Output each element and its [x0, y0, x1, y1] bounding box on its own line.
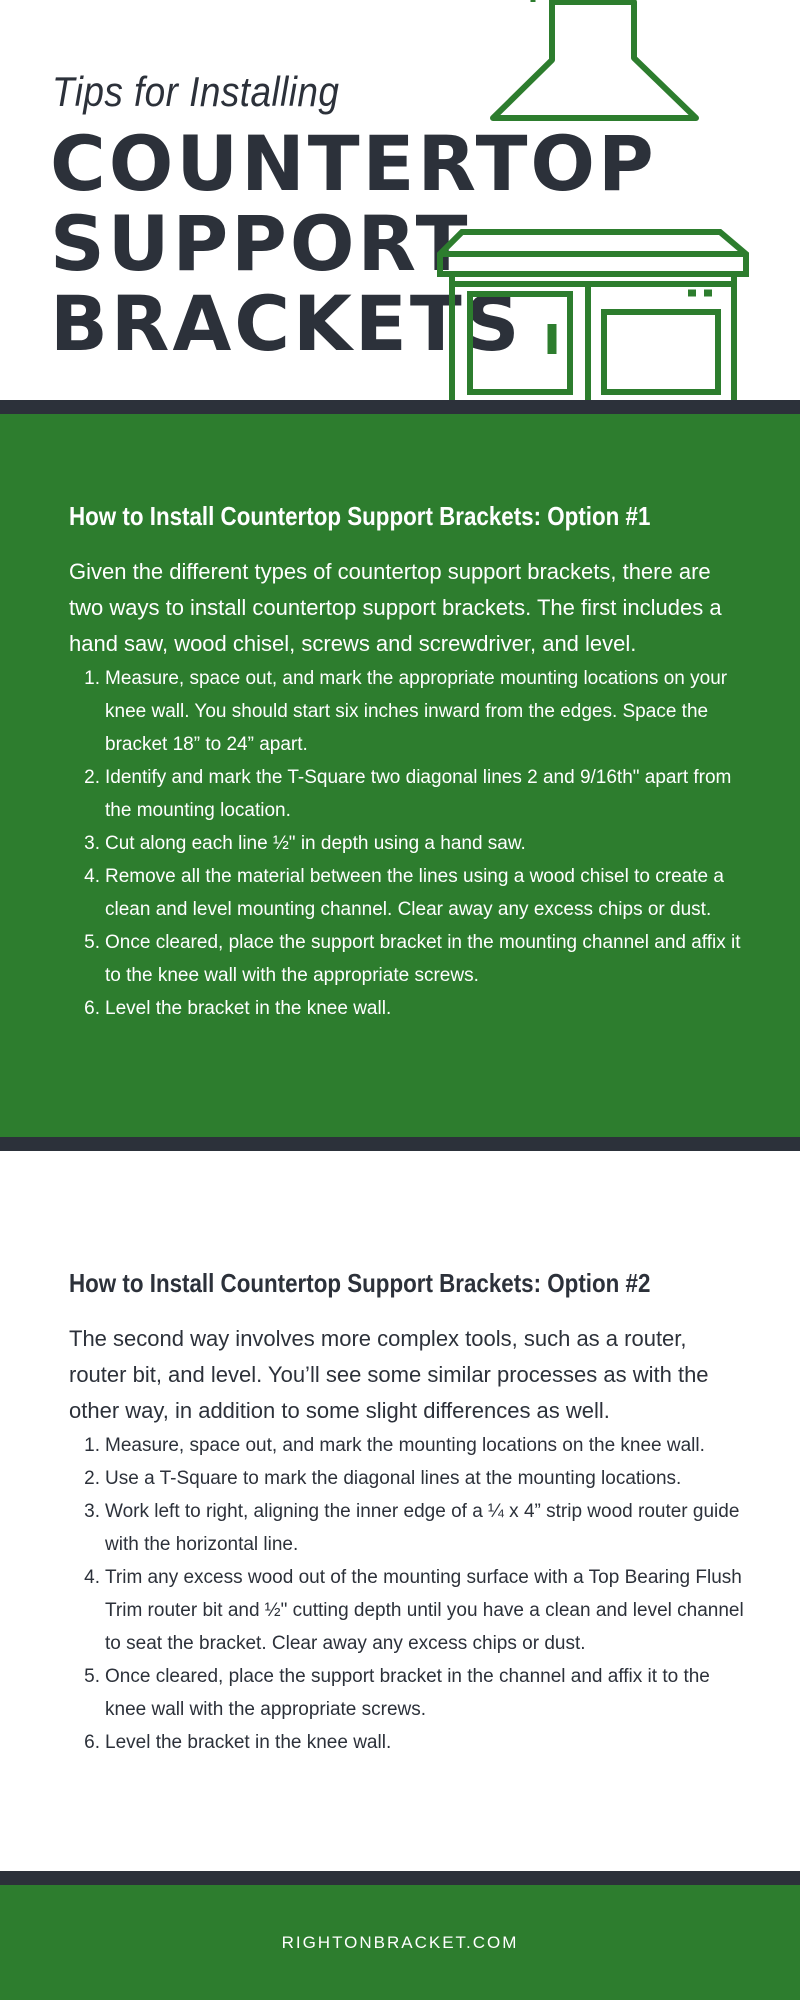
header-title-line-1: COUNTERTOP [50, 119, 657, 208]
list-item: 1. Measure, space out, and mark the mounting locations on the knee wall. [84, 1435, 705, 1456]
divider-top [0, 400, 800, 414]
divider-bottom [0, 1871, 800, 1885]
step-text: Work left to right, aligning the inner edge of a ¼ x 4” strip wood router guide with the horizontal line. [105, 1501, 740, 1555]
step-text: Identify and mark the T-Square two diagonal lines 2 and 9/16th" apart from the mounting location. [105, 767, 732, 821]
step-text: Level the bracket in the knee wall. [105, 1732, 392, 1753]
step-text: Level the bracket in the knee wall. [105, 998, 392, 1019]
option-2-section [0, 1151, 800, 1871]
step-text: Once cleared, place the support bracket in the channel and affix it to the knee wall with the appropriate screws. [105, 1666, 710, 1720]
option-1-steps-list [69, 662, 749, 1025]
option-2-intro: The second way involves more complex tools, such as a router, router bit, and level. You’ll see some similar processes as with the other way, in addition to some slight differences as well. [69, 1326, 709, 1423]
kitchen-cabinet-icon [434, 224, 754, 400]
step-text: Use a T-Square to mark the diagonal lines at the mounting locations. [105, 1468, 682, 1489]
step-text: Remove all the material between the lines using a wood chisel to create a clean and level mounting channel. Clear away any excess chips or dust. [105, 866, 724, 920]
step-text: Trim any excess wood out of the mounting surface with a Top Bearing Flush Trim router bit and ½" cutting depth until you have a clean and level channel to seat the bracket. Clear away any excess chips or dust. [105, 1567, 744, 1654]
list-item: 4. Trim any excess wood out of the mounting surface with a Top Bearing Flush Trim router bit and ½" cutting depth until you have a clean and level channel to seat the bracket. Clear away any excess chips or dust. [84, 1567, 744, 1654]
list-item: 4. Remove all the material between the lines using a wood chisel to create a clean and level mounting channel. Clear away any excess chips or dust. [84, 866, 724, 920]
header-title-line-2: SUPPORT [50, 199, 471, 288]
option-2-steps-list [69, 1429, 749, 1759]
step-text: Once cleared, place the support bracket in the mounting channel and affix it to the knee wall with the appropriate screws. [105, 932, 741, 986]
list-item: 3. Work left to right, aligning the inner edge of a ¼ x 4” strip wood router guide with the horizontal line. [84, 1501, 740, 1555]
header-title-line-3: BRACKETS [50, 279, 523, 368]
step-text: Cut along each line ½" in depth using a hand saw. [105, 833, 526, 854]
header-subtitle: Tips for Installing [52, 68, 340, 115]
list-item: 2. Use a T-Square to mark the diagonal lines at the mounting locations. [84, 1468, 682, 1489]
list-item: 6. Level the bracket in the knee wall. [84, 1732, 392, 1753]
header [0, 0, 800, 400]
divider-middle [0, 1137, 800, 1151]
step-text: Measure, space out, and mark the appropriate mounting locations on your knee wall. You should start six inches inward from the edges. Space the bracket 18” to 24” apart. [105, 668, 728, 755]
option-1-intro: Given the different types of countertop support brackets, there are two ways to install countertop support brackets. The first includes a hand saw, wood chisel, screws and screwdriver, and level. [69, 559, 722, 656]
footer [0, 1885, 800, 2000]
list-item: 1. Measure, space out, and mark the appropriate mounting locations on your knee wall. You should start six inches inward from the edges. Space the bracket 18” to 24” apart. [84, 668, 728, 755]
list-item: 6. Level the bracket in the knee wall. [84, 998, 392, 1019]
option-1-section [0, 414, 800, 1137]
option-2-heading: How to Install Countertop Support Brackets: Option #2 [69, 1268, 651, 1298]
list-item: 5. Once cleared, place the support bracket in the channel and affix it to the knee wall with the appropriate screws. [84, 1666, 710, 1720]
list-item: 2. Identify and mark the T-Square two diagonal lines 2 and 9/16th" apart from the mounting location. [84, 767, 732, 821]
list-item: 5. Once cleared, place the support bracket in the mounting channel and affix it to the knee wall with the appropriate screws. [84, 932, 741, 986]
list-item: 3. Cut along each line ½" in depth using a hand saw. [84, 833, 526, 854]
footer-website-link[interactable]: RIGHTONBRACKET.COM [281, 1932, 519, 1952]
step-text: Measure, space out, and mark the mounting locations on the knee wall. [105, 1435, 705, 1456]
option-1-heading: How to Install Countertop Support Brackets: Option #1 [69, 501, 651, 531]
range-hood-icon [488, 0, 708, 125]
